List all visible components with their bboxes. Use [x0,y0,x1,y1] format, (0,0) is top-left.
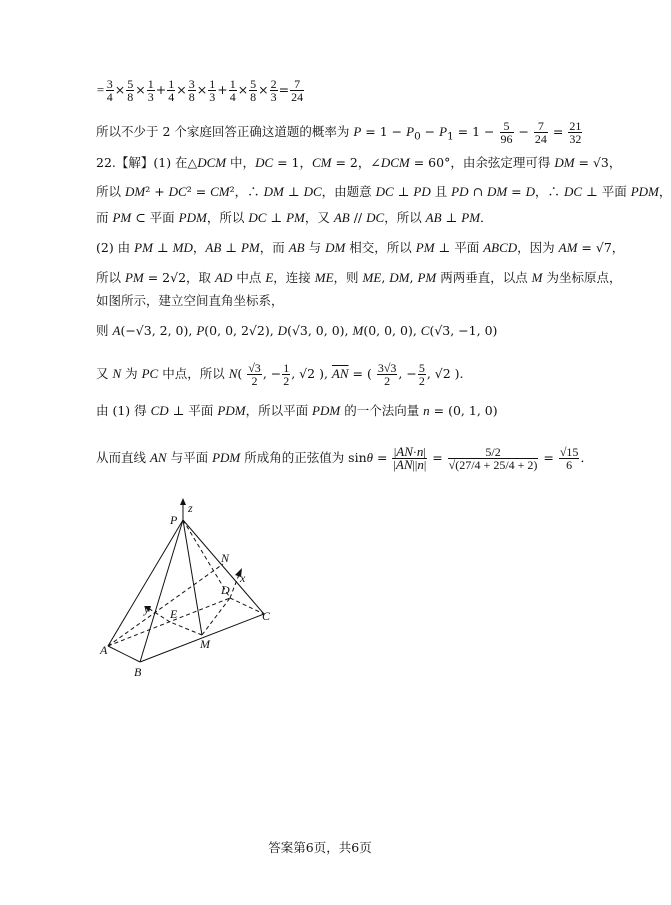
equation-line-1: = $\frac{3}{4}$ × $\frac{5}{8}$ × $\frac{1}{3}$ + $\frac{1}{4}$ × $\frac{3}{8}$ × $\frac{1}{3}$ + $\frac{1}{4}$ × $\frac{5}{8}$ × $\frac{2}{3}$ = $\frac{7}{24}$ [96,77,304,104]
probability-line: 所以不少于 2 个家庭回答正确这道题的概率为 $P = 1 - P_0 - P_1 = 1$ − $\frac{5}{96}$ − $\frac{7}{24}$ = $\frac{21}{32}$ [96,119,582,146]
pyramid-figure [100,498,290,688]
solution-line-8: 如图所示，建立空间直角坐标系， [96,293,284,308]
midpoint-line: 又 N 为 PC 中点，所以 N( $\frac{√3}{2}$ , − $\frac{1}{2}$ , √2 ), $\overline{AN}$ = ( $\frac{3√3}{2}$ , − $\frac{5}{2}$ , √2 ). [96,361,464,388]
label-B: B [134,665,142,679]
label-z: z [188,501,193,515]
solution-line-5: 而 PM ⊂ 平面 PDM，所以 DC ⊥ PM，又 AB // DC，所以 AB ⊥ PM． [96,210,493,225]
label-D: D [221,583,230,597]
label-A: A [100,643,108,657]
sine-result-line: 从而直线 AN 与平面 PDM 所成角的正弦值为 sinθ = $\frac{|AN\cdot n|}{|AN||n|}$ = $\frac{5/2}{√(27/4 + 25/4 + 2)}$ = $\frac{√15}{6}$ ． [96,444,593,472]
page-footer: 答案第6页，共6页 [268,840,372,855]
label-E: E [170,607,178,621]
normal-vector-line: 由 (1) 得 CD ⊥ 平面 PDM，所以平面 PDM 的一个法向量 n = (0, 1, 0) [96,403,498,418]
label-x: x [240,571,246,585]
solution-line-7: 所以 PM = 2√2，取 AD 中点 E，连接 ME，则 ME, DM, PM 两两垂直，以点 M 为坐标原点， [96,270,622,285]
label-y: y [144,602,150,616]
label-M: M [200,637,210,651]
solution-line-4: 所以 DM² + DC² = CM²，∴ DM ⊥ DC，由题意 DC ⊥ PD 且 PD ∩ DM = D，∴ DC ⊥ 平面 PDM， [96,184,671,199]
label-C: C [262,609,271,623]
solution-line-6: (2) 由 PM ⊥ MD，AB ⊥ PM，而 AB 与 DM 相交，所以 PM ⊥ 平面 ABCD，因为 AM = √7， [96,240,625,255]
label-P: P [170,513,178,527]
solution-heading-line: 22.【解】(1) 在△DCM 中，DC = 1，CM = 2，∠DCM = 60°，由余弦定理可得 DM = √3， [96,155,622,170]
coordinates-line: 则 A(−√3, 2, 0), P(0, 0, 2√2), D(√3, 0, 0), M(0, 0, 0), C(√3, −1, 0) [96,323,498,338]
label-N: N [221,551,230,565]
